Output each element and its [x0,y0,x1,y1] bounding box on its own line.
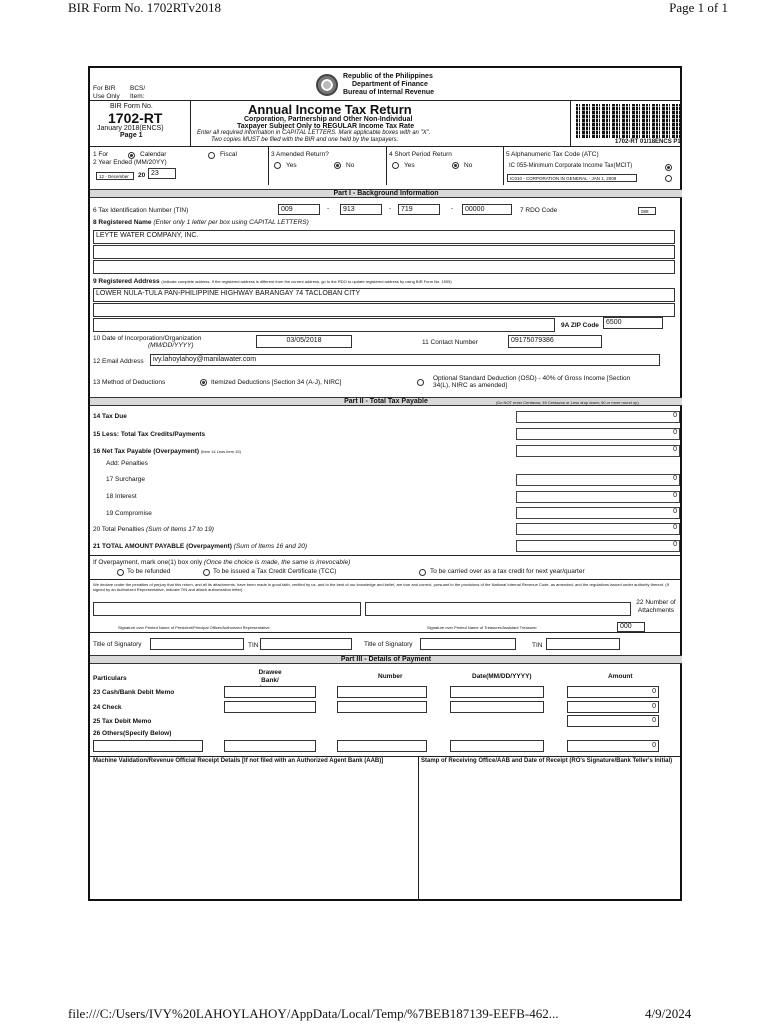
barcode-text: 1702-RT 01/18ENCS P1 [615,139,681,145]
item24-date-field[interactable] [450,701,544,713]
zip-field[interactable]: 6500 [603,317,663,329]
for-bir-label: For BIR [93,85,116,92]
part2-title-text: Part II - Total Tax Payable [344,398,428,405]
fiscal-radio[interactable] [208,152,215,159]
atc1-radio[interactable] [665,164,672,171]
name-label [93,219,309,226]
contact-field[interactable]: 09175079386 [508,335,602,348]
title-signatory-field-1[interactable] [150,638,244,650]
form-subtitle-2: Taxpayer Subject Only to REGULAR Income Tax Rate [237,123,415,130]
stamp-label: Stamp of Receiving Office/AAB and Date of Receipt (RO's Signature/Bank Teller's Initial) [421,758,673,764]
declaration-text: We declare under the penalties of perjury that this return, and all its attachments, have been made in good faith, verified by us, and to the best of our knowledge and belief, are true and correct, pursuant to the provisions of the National Internal Revenue Code, as amended, and the regulations issued under authority thereof. (If signed by an Authorized Representative, indicate TIN and attach authorization letter) [93,582,669,592]
rdo-label: 7 RDO Code [520,207,558,214]
item14-field[interactable]: 0 [516,411,680,423]
name-label-text: 8 Registered Name [93,219,152,226]
short-no-label: No [464,162,473,169]
item25-label: 25 Tax Debit Memo [93,718,152,725]
item25-amount-field[interactable]: 0 [567,715,659,727]
deduct-label: 13 Method of Deductions [93,379,166,386]
registered-name-field-3[interactable] [93,260,675,274]
bureau-label: Bureau of Internal Revenue [343,89,435,96]
tin-field-2[interactable]: 913 [340,204,382,215]
part2-note: (Do NOT enter Centavos; 49 Centavos or Less drop down; 50 or more round up) [496,400,639,405]
month-field[interactable]: 12 - December [96,172,134,180]
tin-field-3[interactable]: 719 [398,204,440,215]
sig1-caption: Signature over Printed Name of President/Principal Officer/Authorized Representative [118,625,270,630]
form-instruction-1: Enter all required information in CAPITAL LETTERS. Mark applicable boxes with an "X". [197,130,431,136]
address-label-text: 9 Registered Address [93,278,160,285]
atc-option-1: IC 055-Minimum Corporate Income Tax(MCIT) [509,163,633,169]
dept-label: Department of Finance [352,81,428,88]
registered-name-field[interactable]: LEYTE WATER COMPANY, INC. [93,230,675,244]
address-label [93,278,452,285]
item17-field[interactable]: 0 [516,474,680,486]
tin-signatory-label-1: TIN [248,642,259,649]
form-no-label: BIR Form No. [110,103,153,110]
item26-label: 26 Others(Specify Below) [93,730,172,737]
item26-amount-field[interactable]: 0 [567,740,659,752]
item20-label [93,526,214,533]
particulars-header: Particulars [93,675,127,682]
address-label-note: (Indicate complete address. If the registered address is different from the current address, go to the RDO to update registered address by using BIR Form No. 1905) [161,279,452,284]
amended-no-label: No [346,162,355,169]
item20-note: (Sum of Items 17 to 19) [146,526,214,533]
refund-label: To be refunded [127,568,171,575]
title-signatory-label-2: Title of Signatory [364,641,413,648]
short-yes-label: Yes [404,162,415,169]
tcc-radio[interactable] [203,569,210,576]
item15-field[interactable]: 0 [516,428,680,440]
form-instruction-2: Two copies MUST be filed with the BIR and one held by the taxpayers. [211,137,399,143]
item19-label: 19 Compromise [106,510,152,517]
form-number: 1702-RT [108,110,163,126]
rdo-field[interactable]: 088 [638,207,656,215]
item23-number-field[interactable] [337,686,427,698]
barcode-icon [576,104,680,138]
amended-yes-radio[interactable] [274,162,281,169]
overpay-note: (Once the choice is made, the same is irrevocable) [203,559,351,566]
add-penalties-label: Add: Penalties [106,460,148,467]
item23-date-field[interactable] [450,686,544,698]
item16-label-text: 16 Net Tax Payable (Overpayment) [93,448,200,455]
item1-label: 1 For [93,151,109,158]
item20-label-text: 20 Total Penalties [93,526,145,533]
tcc-label: To be issued a Tax Credit Certificate (TCC) [213,568,337,575]
amended-yes-label: Yes [286,162,297,169]
attachments-field[interactable]: 000 [617,622,645,632]
osd-label-1: Optional Standard Deduction (OSD) - 40% of Gross Income [Section [433,375,631,382]
item24-number-field[interactable] [337,701,427,713]
item21-label [93,543,307,550]
tin-signatory-label-2: TIN [532,642,543,649]
item5-label: 5 Alphanumeric Tax Code (ATC) [506,151,599,158]
fiscal-label: Fiscal [220,151,237,158]
short-yes-radio[interactable] [392,162,399,169]
item19-field[interactable]: 0 [516,507,680,519]
year-field[interactable]: 23 [148,168,176,179]
tin-signatory-field-2[interactable] [546,638,620,650]
item20-field[interactable]: 0 [516,523,680,535]
item18-label: 18 Interest [106,493,137,500]
part1-title: Part I - Background Information [90,189,682,198]
machine-validation-label: Machine Validation/Revenue Official Receipt Details [If not filed with an Authorized Agent Bank (AAB)] [93,758,384,764]
amount-header: Amount [608,673,633,680]
email-label: 12 Email Address [93,358,144,365]
part2-title [90,397,682,406]
item-label: Item: [130,93,145,100]
item21-note: (Sum of Items 16 and 20) [233,543,308,550]
sig2-caption: Signature over Printed Name of Treasurer/Assistant Treasurer [427,625,537,630]
treasurer-signature-field[interactable] [365,602,631,616]
part3-title: Part III - Details of Payment [90,655,682,664]
item21-field[interactable]: 0 [516,540,680,552]
item24-amount-field[interactable]: 0 [567,701,659,713]
tin-label: 6 Tax Identification Number (TIN) [93,207,189,214]
use-only-label: Use Only [93,93,120,100]
item16-note: (Item 14 Less Item 15) [200,449,241,454]
item24-bank-field[interactable] [224,701,316,713]
form-subtitle-1: Corporation, Partnership and Other Non-Individual [244,116,413,123]
atc2-radio[interactable] [665,175,672,182]
osd-radio[interactable] [417,379,424,386]
item16-label [93,448,241,455]
attachments-label: 22 Number of Attachments [636,599,676,614]
republic-label: Republic of the Philippines [343,73,433,80]
item24-label: 24 Check [93,704,122,711]
item26-date-field[interactable] [450,740,544,752]
name-label-note: (Enter only 1 letter per box using CAPITAL LETTERS) [153,219,309,226]
date-header: Date(MM/DD/YYYY) [472,673,532,680]
print-page-number: Page 1 of 1 [669,0,728,15]
itemized-label: Itemized Deductions [Section 34 (A-J), NIRC] [211,379,342,386]
print-footer-date: 4/9/2024 [645,1006,692,1021]
item23-label: 23 Cash/Bank Debit Memo [93,689,175,696]
registered-address-field-3[interactable] [93,318,555,332]
item3-label: 3 Amended Return? [271,151,329,158]
title-signatory-label-1: Title of Signatory [93,641,142,648]
carry-over-radio[interactable] [419,569,426,576]
item23-amount-field[interactable]: 0 [567,686,659,698]
registered-address-field-2[interactable] [93,303,675,317]
tin-field-1[interactable]: 009 [278,204,320,215]
item21-label-text: 21 TOTAL AMOUNT PAYABLE (Overpayment) [93,543,232,550]
form-title: Annual Income Tax Return [248,102,412,117]
form-date: January 2018(ENCS) [97,125,164,132]
item23-bank-field[interactable] [224,686,316,698]
atc-option-2[interactable]: IC010 - CORPORATION IN GENERAL - JAN 1, 2009 [507,174,637,182]
overpay-label-text: If Overpayment, mark one(1) box only [93,559,203,566]
zip-label: 9A ZIP Code [561,322,599,329]
item26-number-field[interactable] [337,740,427,752]
item15-label: 15 Less: Total Tax Credits/Payments [93,431,206,438]
drawee-bank-header: Drawee Bank/ [258,669,282,684]
registered-name-field-2[interactable] [93,245,675,259]
item26-bank-field[interactable] [224,740,316,752]
bcs-label: BCS/ [130,85,146,92]
registered-address-field[interactable]: LOWER NULA-TULA PAN-PHILIPPINE HIGHWAY BARANGAY 74 TACLOBAN CITY [93,288,675,302]
amended-no-radio[interactable] [334,162,341,169]
print-footer-path: file:///C:/Users/IVY%20LAHOYLAHOY/AppData/Local/Temp/%7BEB187139-EEFB-462... [68,1006,559,1021]
itemized-radio[interactable] [200,379,207,386]
president-signature-field[interactable] [93,602,361,616]
inc-date-field[interactable]: 03/05/2018 [256,335,352,348]
tin-field-4[interactable]: 00000 [462,204,512,215]
short-no-radio[interactable] [452,162,459,169]
calendar-radio[interactable] [128,152,135,159]
calendar-label: Calendar [140,151,167,158]
item4-label: 4 Short Period Return [389,151,452,158]
form-page: Page 1 [120,132,143,139]
year-prefix: 20 [138,172,146,179]
contact-label: 11 Contact Number [422,339,478,346]
carry-over-label: To be carried over as a tax credit for next year/quarter [430,568,585,575]
item26-specify-field[interactable] [93,740,203,752]
inc-date-format: (MM/DD/YYYY) [148,342,194,349]
item18-field[interactable]: 0 [516,491,680,503]
refund-radio[interactable] [117,569,124,576]
item16-field[interactable]: 0 [516,445,680,457]
print-header-title: BIR Form No. 1702RTv2018 [68,0,222,15]
osd-label-2: 34(L), NIRC as amended] [433,382,508,389]
item2-label: 2 Year Ended (MM/20YY) [93,159,167,166]
tin-signatory-field-1[interactable] [260,638,352,650]
item17-label: 17 Surcharge [106,476,146,483]
item14-label: 14 Tax Due [93,413,127,420]
overpay-label [93,559,350,566]
number-header: Number [378,673,403,680]
bir-seal-icon [316,74,338,96]
email-field[interactable]: ivy.lahoylahoy@manilawater.com [150,354,660,366]
title-signatory-field-2[interactable] [420,638,516,650]
inc-date-label: 10 Date of Incorporation/Organization [93,335,202,342]
